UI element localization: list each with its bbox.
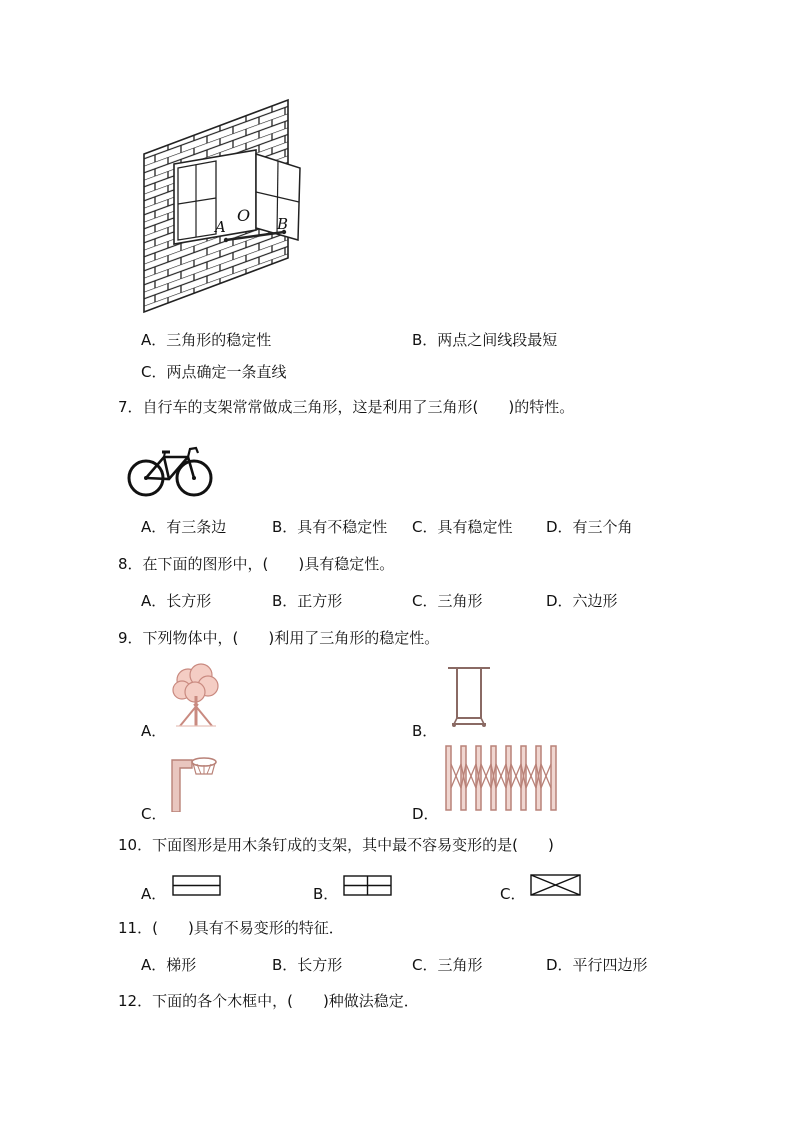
rectangle-frame-cross-bars xyxy=(343,875,393,897)
q7-option-c[interactable]: C．具有稳定性 xyxy=(412,518,513,536)
q11-option-b[interactable]: B．长方形 xyxy=(272,956,343,974)
q11-option-d[interactable]: D．平行四边形 xyxy=(546,956,648,974)
q8-option-c[interactable]: C．三角形 xyxy=(412,592,483,610)
rectangle-frame-horizontal-bar xyxy=(172,875,222,897)
rectangle-frame-diagonals xyxy=(530,874,582,897)
clothes-rack-icon xyxy=(446,664,492,728)
q7-option-b[interactable]: B．具有不稳定性 xyxy=(272,518,388,536)
q12-stem: 12．下面的各个木框中，( )种做法稳定． xyxy=(118,992,419,1010)
q9-option-b[interactable]: B． xyxy=(412,722,438,740)
q6-option-a[interactable]: A．三角形的稳定性 xyxy=(141,331,272,349)
q9-option-a[interactable]: A． xyxy=(141,722,167,740)
q9-stem: 9．下列物体中，( )利用了三角形的稳定性。 xyxy=(118,629,440,647)
q6-option-c[interactable]: C．两点确定一条直线 xyxy=(141,363,287,381)
folding-gate-image xyxy=(444,744,562,814)
q7-stem: 7．自行车的支架常常做成三角形，这是利用了三角形( )的特性。 xyxy=(118,398,575,416)
point-o-label: O xyxy=(237,206,251,225)
q8-option-b[interactable]: B．正方形 xyxy=(272,592,343,610)
tree-with-props-icon xyxy=(168,662,224,730)
q8-stem: 8．在下面的图形中，( )具有稳定性。 xyxy=(118,555,395,573)
brick-wall-window-illustration xyxy=(138,98,306,318)
frame-b-figure xyxy=(343,875,393,897)
folding-gate-icon xyxy=(444,744,562,814)
q7-option-a[interactable]: A．有三条边 xyxy=(141,518,227,536)
clothes-rack-image xyxy=(446,664,492,728)
window-wall-figure xyxy=(138,98,306,318)
q8-option-d[interactable]: D．六边形 xyxy=(546,592,618,610)
tree-support-image xyxy=(168,662,224,730)
q9-option-c[interactable]: C． xyxy=(141,805,167,823)
q11-stem: 11．( )具有不易变形的特征． xyxy=(118,919,344,937)
frame-a-figure xyxy=(172,875,222,897)
q7-option-d[interactable]: D．有三个角 xyxy=(546,518,633,536)
q6-option-b[interactable]: B．两点之间线段最短 xyxy=(412,331,558,349)
q10-option-c[interactable]: C． xyxy=(500,885,526,903)
q10-stem: 10．下面图形是用木条钉成的支架，其中最不容易变形的是( ) xyxy=(118,836,554,854)
point-a-label: A xyxy=(215,218,226,236)
point-b-label: B xyxy=(277,215,289,233)
bicycle-icon xyxy=(126,443,216,499)
frame-c-figure xyxy=(530,874,582,897)
q11-option-c[interactable]: C．三角形 xyxy=(412,956,483,974)
basketball-hoop-image xyxy=(168,752,222,812)
bicycle-image xyxy=(126,443,216,499)
q9-option-d[interactable]: D． xyxy=(412,805,439,823)
q11-option-a[interactable]: A．梯形 xyxy=(141,956,197,974)
q8-option-a[interactable]: A．长方形 xyxy=(141,592,212,610)
q10-option-a[interactable]: A． xyxy=(141,885,167,903)
basketball-hoop-icon xyxy=(168,752,222,812)
q10-option-b[interactable]: B． xyxy=(313,885,339,903)
